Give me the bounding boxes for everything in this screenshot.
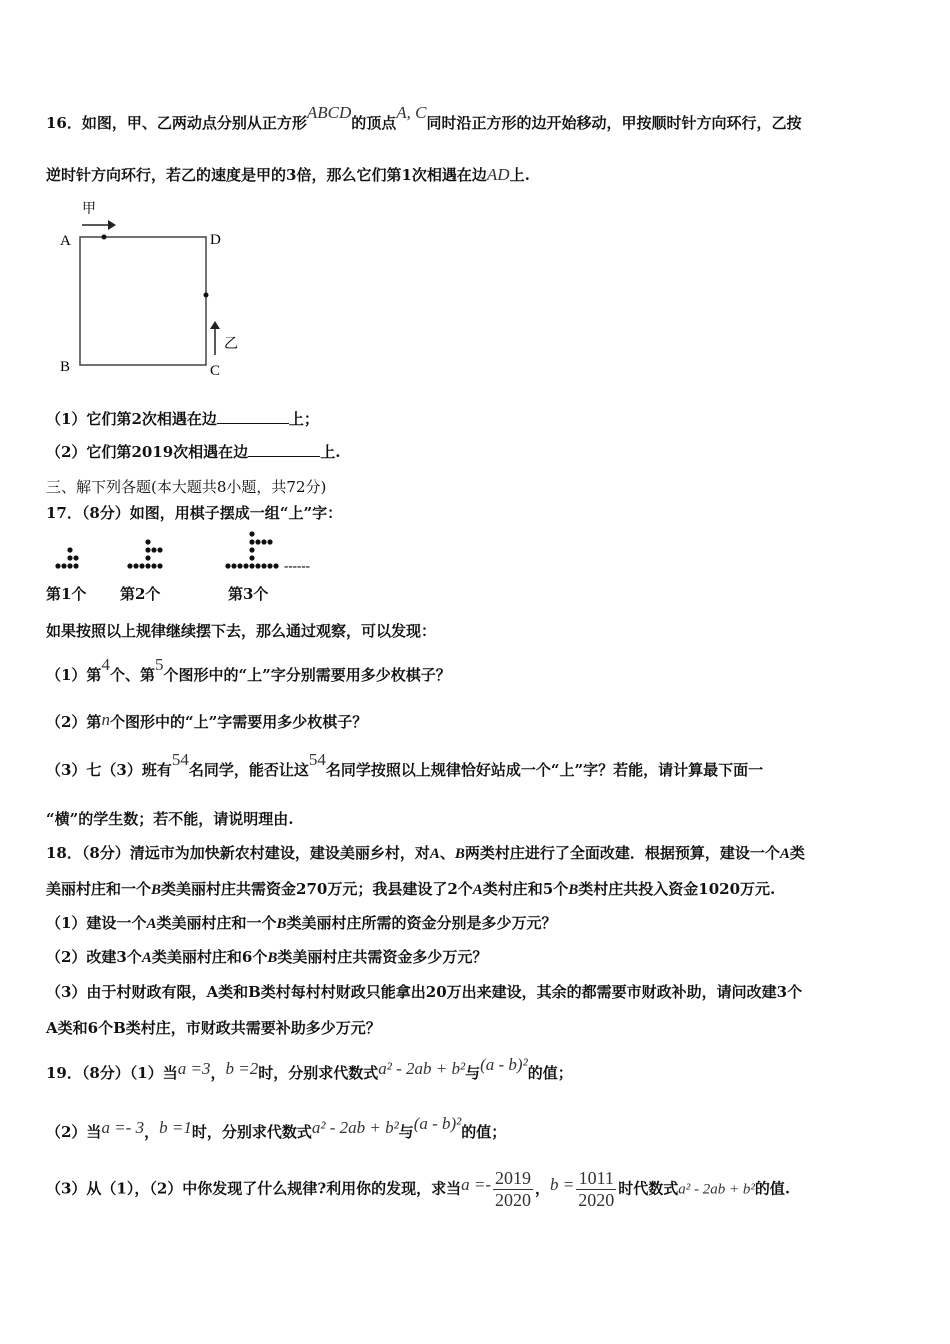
fraction-1011-2020: $\frac{1011}{2020}$ [578,1168,615,1210]
q19-sub2: （2）当a =- 3，b =1时，分别求代数式a² - 2ab + b²与(a - b)²的值； [46,1114,507,1141]
label-yi: 乙 [224,337,238,352]
num-54-a: 54 [171,750,189,769]
q18-line2: 美丽村庄和一个B类美丽村庄共需资金270万元；我县建设了2个A类村庄和5个B类村庄共投入资金1020万元. [46,880,776,898]
q17-stem: 17．（8分）如图，用棋子摆成一组“上”字： [46,504,343,522]
num-5: 5 [154,655,164,674]
vertex-d: D [210,232,221,248]
dots-ellipsis: ------ [284,558,310,573]
q17-sub3: （3）七（3）班有54名同学，能否让这54名同学按照以上规律恰好站成一个“上”字？若能，请计算最下面一 [46,750,764,779]
q16-line1: 16．如图，甲、乙两动点分别从正方形ABCD的顶点A, C同时沿正方形的边开始移动，甲按顺时针方向环行，乙按 [46,103,802,132]
vertex-b: B [60,359,71,375]
q16-sub2: （2）它们第2019次相遇在边 上. [46,443,341,461]
q17-intro: 如果按照以上规律继续摆下去，那么通过观察，可以发现： [46,622,437,640]
q17-fig-label-2: 第2个 [120,585,161,603]
chess-pattern-figure [46,528,336,576]
section-3-heading: 三、解下列各题(本大题共8小题，共72分) [46,478,327,496]
q16-sub1: （1）它们第2次相遇在边 上； [46,410,319,428]
num-54-b: 54 [308,750,326,769]
math-ac: A, C [396,103,427,122]
q17-fig-label-3: 第3个 [228,585,269,603]
q18-sub3: （3）由于村财政有限，A类和B类村每村村财政只能拿出20万出来建设，其余的都需要市财政补助，请问改建3个 [46,983,803,1001]
math-ad: AD [486,165,510,184]
vertex-c: C [210,363,221,379]
fraction-2019-2020: $\frac{2019}{2020}$ [495,1168,531,1210]
q18-sub3-cont: A类和6个B类村庄，市财政共需要补助多少万元？ [46,1019,381,1037]
q17-sub2: （2）第n个图形中的“上”字需要用多少枚棋子？ [46,710,368,731]
expr-1: a² - 2ab + b² [378,1059,466,1078]
answer-blank-2[interactable] [248,442,320,457]
vertex-a: A [60,233,71,249]
q16-line2: 逆时针方向环行，若乙的速度是甲的3倍，那么它们第1次相遇在边AD上. [46,165,530,184]
var-n: n [101,710,110,729]
q18-sub2: （2）改建3个A类美丽村庄和6个B类美丽村庄共需资金多少万元？ [46,948,488,966]
square-figure [50,195,240,385]
label-jia: 甲 [82,202,96,217]
q17-sub3-cont: “横”的学生数；若不能，请说明理由. [46,810,294,828]
q17-sub1: （1）第4个、第5个图形中的“上”字分别需要用多少枚棋子？ [46,655,451,684]
q18-sub1: （1）建设一个A类美丽村庄和一个B类美丽村庄所需的资金分别是多少万元？ [46,914,557,932]
num-4: 4 [101,655,110,674]
q17-fig-label-1: 第1个 [46,585,87,603]
q19-sub1: 19．（8分）（1）当a =3，b =2时，分别求代数式a² - 2ab + b²与(a - b)²的值； [46,1055,573,1082]
answer-blank-1[interactable] [217,409,289,424]
expr-2: (a - b)² [480,1055,528,1074]
q18-line1: 18．（8分）清远市为加快新农村建设，建设美丽乡村，对A、B两类村庄进行了全面改建．根据预算，建设一个A类 [46,844,805,862]
math-abcd: ABCD [306,103,352,122]
q19-sub3: （3）从（1），（2）中你发现了什么规律?利用你的发现，求当a =- $\frac{2019}{2020}$ ，b = $\frac{1011}{2020}$ 时代数式a² - 2ab + b²的值. [46,1168,791,1210]
